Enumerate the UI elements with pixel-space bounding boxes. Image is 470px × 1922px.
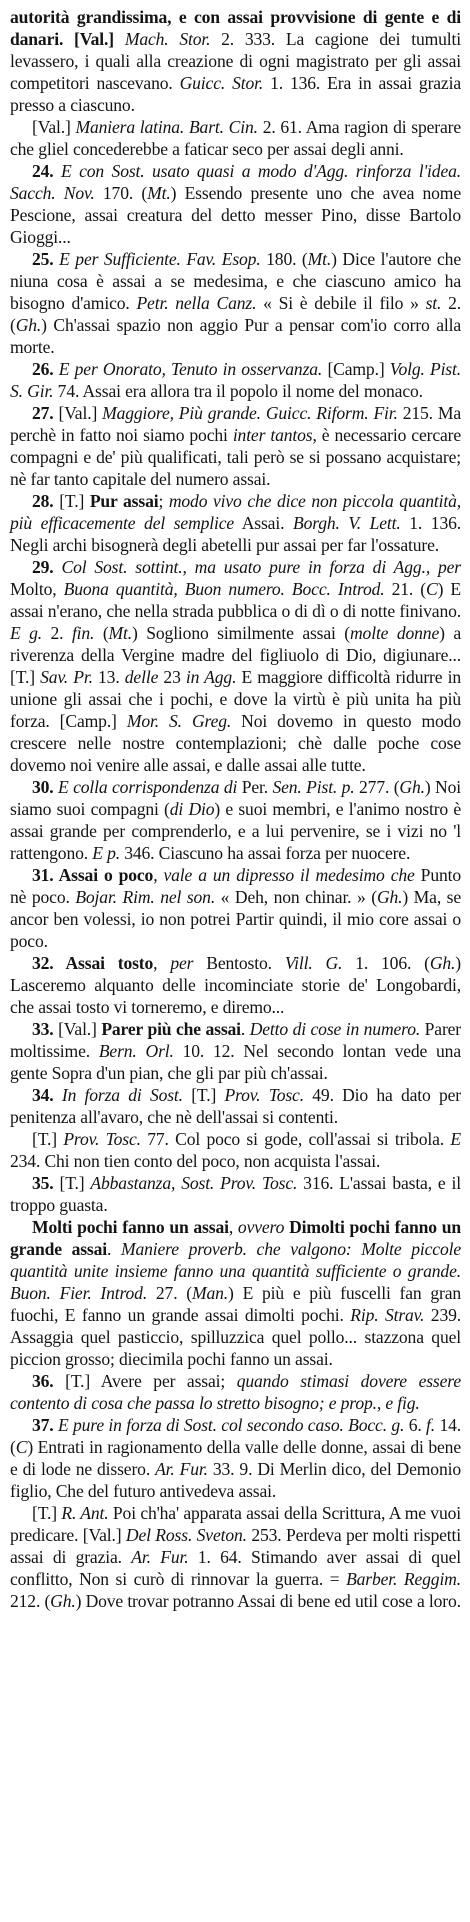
italic-run: C — [15, 1437, 28, 1457]
text-run: [T.] — [32, 1129, 64, 1149]
italic-run: Mt. — [147, 183, 171, 203]
text-run: ( — [94, 623, 109, 643]
text-run: 234. Chi non tien conto del poco, non acquista l'assai. — [10, 1151, 381, 1171]
bold-run: Parer più che assai — [101, 1019, 241, 1039]
text-run: , è necessario cercare compagni e de' più qualificati, tali però se si possano acquistare; nè far tanto capitale del numero assai. — [10, 425, 462, 489]
text-run: 13. — [92, 667, 125, 687]
text-run: Poi ch'ha' apparata assai della Scrittura, A me vuoi predicare. [Val.] — [10, 1503, 461, 1545]
text-run: 316. L'assai basta, e il troppo guasta. — [10, 1173, 461, 1215]
italic-run: Prov. Tosc. — [63, 1129, 141, 1149]
paragraph-p-molti — [10, 1216, 461, 1370]
bold-run: 34. — [32, 1085, 62, 1105]
italic-run: E con Sost. usato quasi a modo d'Agg. rinforza l'idea. Sacch. Nov. — [10, 161, 461, 203]
italic-run: Buona quantità, Buon numero. Bocc. Introd. — [63, 579, 385, 599]
bold-run: 30. — [32, 777, 59, 797]
italic-run: Guicc. Stor. — [179, 73, 264, 93]
text-run: 49. Dio ha dato per penitenza all'avaro, che nè dell'assai si contenti. — [10, 1085, 461, 1127]
paragraph-p-31 — [10, 864, 461, 952]
text-run: , — [153, 865, 164, 885]
bold-run: 36. — [32, 1371, 66, 1391]
text-run: ) a riverenza della Vergine madre del figliuolo di Dio, digiunare... [T.] — [10, 623, 461, 687]
italic-run: Sav. Pr. — [40, 667, 93, 687]
text-run: [T.] — [59, 1173, 91, 1193]
bold-run: Assai o poco — [58, 865, 154, 885]
bold-run: 37. — [32, 1415, 58, 1435]
text-run: 180. ( — [260, 249, 308, 269]
bold-run: Assai tosto — [65, 953, 154, 973]
bold-run: 33. — [32, 1019, 59, 1039]
text-run: ) E assai n'erano, che nella strada pubblica o di dì o di notte finivano. — [10, 579, 461, 621]
text-run: , — [153, 953, 171, 973]
bold-run: 26. — [32, 359, 59, 379]
italic-run: Maniera latina. Bart. Cin. — [75, 117, 258, 137]
paragraph-p-35 — [10, 1172, 461, 1216]
text-run: ) E più e più fuscelli fan gran fuochi, E fanno un grande assai dimolti pochi. — [10, 1283, 462, 1325]
bold-run: Dimolti pochi fanno un grande assai — [10, 1217, 462, 1259]
italic-run: E per Sufficiente. Fav. Esop. — [59, 249, 261, 269]
bold-run: 24. — [32, 161, 62, 181]
bold-run: 27. — [32, 403, 59, 423]
italic-run: Petr. nella Canz. — [136, 293, 257, 313]
italic-run: Bern. Orl. — [98, 1041, 174, 1061]
italic-run: di Dio — [169, 799, 215, 819]
paragraph-p-36 — [10, 1370, 461, 1414]
bold-run: Molti pochi fanno un assai — [32, 1217, 229, 1237]
italic-run: E — [450, 1129, 461, 1149]
text-run: ) Lasceremo alquanto delle incominciate storie de' Longobardi, che assai tosto vi torneremo, e diremo... — [10, 953, 462, 1017]
bold-run: autorità grandissima, e con assai provvisione di gente e di danari. [Val.] — [10, 7, 461, 49]
text-run: 2. 333. La cagione dei tumulti levassero, i quali alla creazione di ogni magistrato per gli assai competitori nascevano. — [10, 29, 462, 93]
paragraph-p-24 — [10, 160, 461, 248]
bold-run: 29. — [32, 557, 62, 577]
paragraph-p-34 — [10, 1084, 461, 1128]
text-run: 1. 136. Negli archi bisognerà degli abetelli pur assai per far l'ossature. — [10, 513, 461, 555]
text-run: [T.] Avere per assai; — [65, 1371, 237, 1391]
text-run: 77. Col poco si gode, coll'assai si tribola. — [140, 1129, 451, 1149]
italic-run: vale a un dipresso il medesimo che — [163, 865, 415, 885]
italic-run: In forza di Sost. — [61, 1085, 183, 1105]
italic-run: modo vivo che dice non piccola quantità, più efficacemente del semplice — [10, 491, 461, 533]
italic-run: Borgh. V. Lett. — [292, 513, 401, 533]
italic-run: st. — [425, 293, 442, 313]
paragraph-p-33 — [10, 1018, 461, 1084]
italic-run: ovvero — [237, 1217, 285, 1237]
italic-run: Ar. Fur. — [131, 1547, 189, 1567]
italic-run: Volg. Pist. S. Gir. — [10, 359, 461, 401]
text-run: E maggiore difficoltà ridurre in unione gli assai che i pochi, e dove la virtù è più unita ha più forza. [Camp.] — [10, 667, 461, 731]
italic-run: in Agg. — [185, 667, 237, 687]
italic-run: Mt. — [108, 623, 133, 643]
text-run: . — [107, 1239, 121, 1259]
text-run: 14. ( — [10, 1415, 462, 1457]
text-run: 6. — [404, 1415, 427, 1435]
text-run: ; — [158, 491, 169, 511]
text-run: 33. 9. Di Merlin dico, del Demonio figlio, Che del futuro antivedeva assai. — [10, 1459, 461, 1501]
bold-run: Pur assai — [89, 491, 159, 511]
text-run: 2. ( — [10, 293, 461, 335]
bold-run: 28. — [32, 491, 60, 511]
paragraph-p-28 — [10, 490, 461, 556]
italic-run: Vill. G. — [284, 953, 343, 973]
text-run: ) Dove trovar potranno Assai di bene ed util cose a loro. — [75, 1591, 461, 1611]
text-run: 1. 106. ( — [342, 953, 430, 973]
text-run: « Deh, non chinar. » ( — [215, 887, 377, 907]
bold-run: 32. — [32, 953, 66, 973]
text-run: Parer moltissime. — [10, 1019, 462, 1061]
italic-run: Sen. Pist. p. — [272, 777, 355, 797]
italic-run: Man. — [191, 1283, 229, 1303]
text-run: ) Essendo presente uno che avea nome Pescione, assai creatura del detto messer Pino, disse Bartolo Gioggi... — [10, 183, 461, 247]
text-run: ) Sogliono similmente assai ( — [132, 623, 350, 643]
paragraph-p-29 — [10, 556, 461, 776]
text-run: 277. ( — [354, 777, 400, 797]
text-run: ) Ma, se ancor ben volessi, io non potrei Partir quindi, il mio core assai o poco. — [10, 887, 462, 951]
text-run: 253. Perdeva per molti rispetti assai di grazia. — [10, 1525, 462, 1567]
text-run: 21. ( — [384, 579, 426, 599]
text-run: 170. ( — [94, 183, 148, 203]
italic-run: Rip. Strav. — [350, 1305, 425, 1325]
italic-run: E p. — [92, 843, 120, 863]
italic-run: E colla corrispondenza di — [58, 777, 238, 797]
text-run: 27. ( — [147, 1283, 192, 1303]
italic-run: C — [425, 579, 438, 599]
text-run: « Si è debile il filo » — [256, 293, 426, 313]
italic-run: Gh. — [50, 1591, 76, 1611]
paragraph-p-25 — [10, 248, 461, 358]
paragraph-p-27 — [10, 402, 461, 490]
text-run: ) Ch'assai spazio non aggio Pur a pensar com'io corro alla morte. — [10, 315, 461, 357]
text-run: [T.] — [32, 1503, 62, 1523]
text-run: [Val.] — [58, 1019, 102, 1039]
text-run: 1. 136. Era in assai grazia presso a ciascuno. — [10, 73, 461, 115]
text-run: 10. 12. Nel secondo lontan vede una gente Sopra d'un pian, che gli par più ch'assai. — [10, 1041, 461, 1083]
text-run: . — [240, 1019, 250, 1039]
text-run: Bentosto. — [193, 953, 285, 973]
italic-run: Del Ross. Sveton. — [125, 1525, 247, 1545]
bold-run: 35. — [32, 1173, 60, 1193]
paragraph-p-32 — [10, 952, 461, 1018]
text-run: 74. Assai era allora tra il popolo il nome del monaco. — [53, 381, 423, 401]
text-run: 23 — [158, 667, 186, 687]
text-run: ) Entrati in ragionamento della valle delle donne, assai di bene e di lode ne dissero. — [10, 1437, 461, 1479]
italic-run: per — [170, 953, 194, 973]
paragraph-p-37b — [10, 1502, 461, 1612]
text-run: ) e suoi membri, e l'animo nostro è assai grande per comprenderlo, e a lui pervenire, se i vizi no 'l rattengono. — [10, 799, 462, 863]
paragraph-p-intro — [10, 6, 461, 116]
italic-run: Mt. — [307, 249, 332, 269]
bold-run: 25. — [32, 249, 60, 269]
italic-run: Abbastanza, Sost. Prov. Tosc. — [90, 1173, 298, 1193]
text-run: 346. Ciascuno ha assai forza per nuocere. — [119, 843, 411, 863]
paragraph-p-37 — [10, 1414, 461, 1502]
italic-run: Ar. Fur. — [155, 1459, 208, 1479]
text-run: Noi dovemo in questo modo crescere nelle nostre contemplazioni; chè dalle poche cose dovemo noi venire alle assai, e dalle assai alle tutte. — [10, 711, 461, 775]
text-run: [Val.] — [32, 117, 76, 137]
italic-run: molte donne — [350, 623, 440, 643]
entry-body — [10, 6, 461, 1612]
text-run: 215. Ma perchè in fatto noi siamo pochi — [10, 403, 461, 445]
bold-run: 31. — [32, 865, 59, 885]
italic-run: f. — [426, 1415, 436, 1435]
text-run: [T.] — [182, 1085, 225, 1105]
italic-run: Mor. S. Greg. — [126, 711, 232, 731]
text-run: [T.] — [59, 491, 90, 511]
text-run: 2. 61. Ama ragion di sperare che gliel concederebbe a faticar seco per assai degli anni. — [10, 117, 461, 159]
italic-run: Detto di cose in numero. — [249, 1019, 421, 1039]
text-run: 212. ( — [10, 1591, 51, 1611]
paragraph-p-34b — [10, 1128, 461, 1172]
italic-run: Gh. — [376, 887, 403, 907]
text-run: Per. — [237, 777, 273, 797]
text-run: ) Dice l'autore che niuna cosa è assai a se medesima, e che ciascuno amico ha bisogno d'amico. — [10, 249, 461, 313]
italic-run: Gh. — [429, 953, 456, 973]
italic-run: Gh. — [15, 315, 42, 335]
text-run: Molto, — [10, 579, 64, 599]
italic-run: fin. — [71, 623, 95, 643]
text-run: 2. — [42, 623, 72, 643]
italic-run: E g. — [10, 623, 43, 643]
italic-run: Gh. — [399, 777, 425, 797]
text-run: ) Noi siamo suoi compagni ( — [10, 777, 462, 819]
italic-run: quando stimasi dovere essere contento di cosa che passa lo stretto bisogno; e prop., e fig. — [10, 1371, 461, 1413]
italic-run: R. Ant. — [61, 1503, 109, 1523]
text-run: 1. 64. Stimando aver assai di quel conflitto, Non si curò di rinnovar la guerra. = — [10, 1547, 461, 1589]
italic-run: Prov. Tosc. — [224, 1085, 304, 1105]
italic-run: Bojar. Rim. nel son. — [75, 887, 216, 907]
paragraph-p-maniera — [10, 116, 461, 160]
text-run: Punto nè poco. — [10, 865, 461, 907]
paragraph-p-26 — [10, 358, 461, 402]
text-run: Assai. — [234, 513, 293, 533]
italic-run: Barber. Reggim. — [346, 1569, 461, 1589]
paragraph-p-30 — [10, 776, 461, 864]
italic-run: Col Sost. sottint., ma usato pure in forza di Agg., per — [61, 557, 462, 577]
text-run: [Camp.] — [322, 359, 390, 379]
italic-run: Mach. Stor. — [124, 29, 211, 49]
italic-run: E pure in forza di Sost. col secondo caso. Bocc. g. — [57, 1415, 405, 1435]
italic-run: Maggiore, Più grande. Guicc. Riform. Fir. — [102, 403, 398, 423]
italic-run: delle — [124, 667, 159, 687]
text-run: 239. Assaggia quel pasticcio, spilluzzica quel pollo... stazzona quel piccion grosso; diecimila pochi fanno un assai. — [10, 1305, 461, 1369]
text-run: [Val.] — [58, 403, 103, 423]
text-run: , — [228, 1217, 238, 1237]
italic-run: E per Onorato, Tenuto in osservanza. — [58, 359, 323, 379]
italic-run: Maniere proverb. che valgono: Molte piccole quantità unite insieme fanno una quantità sufficiente o grande. Buon. Fier. Introd. — [10, 1239, 462, 1303]
italic-run: inter tantos — [232, 425, 313, 445]
